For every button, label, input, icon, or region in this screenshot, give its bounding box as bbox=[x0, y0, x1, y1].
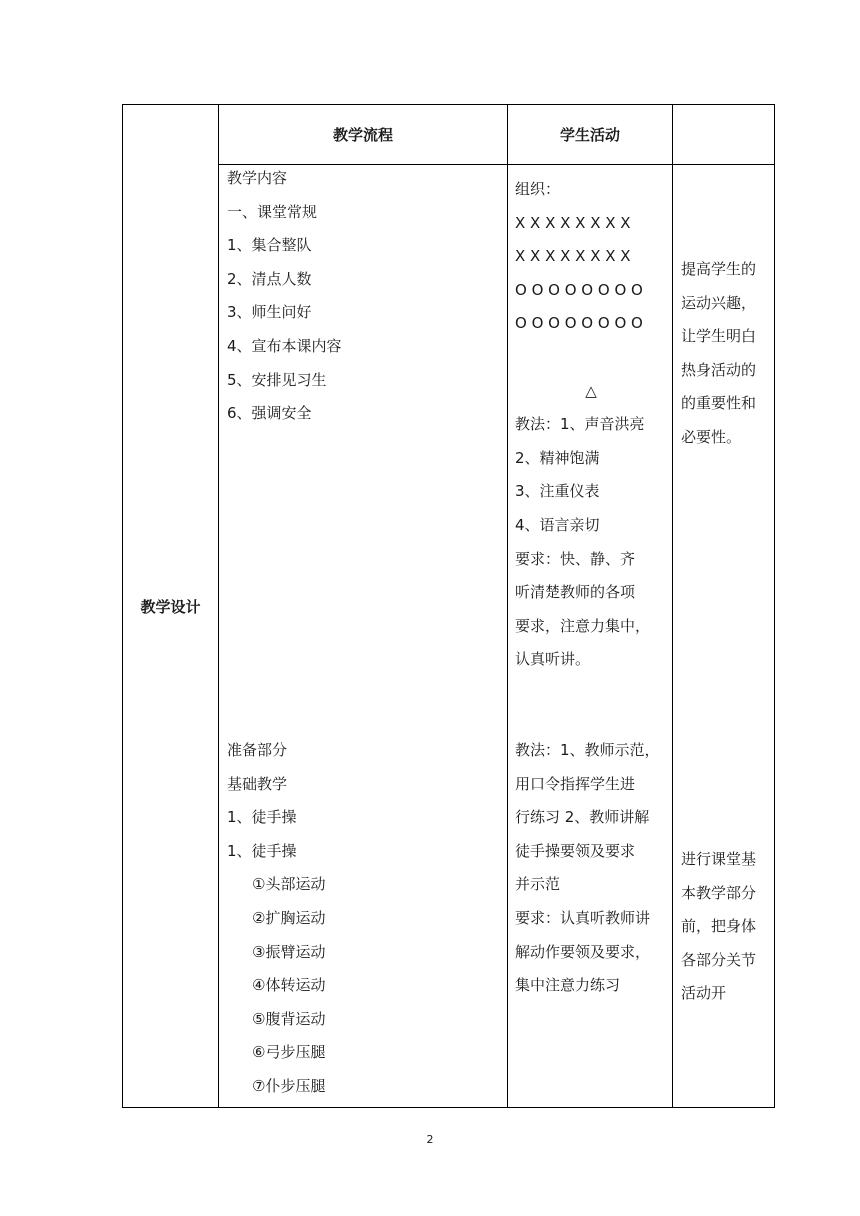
column-divider bbox=[507, 105, 508, 1107]
activity-line: 用口令指挥学生进 bbox=[515, 774, 636, 793]
activity-line: 徒手操要领及要求 bbox=[515, 841, 636, 860]
activity-line: 并示范 bbox=[515, 875, 561, 894]
process-line: 5、安排见习生 bbox=[227, 370, 327, 389]
exercise-item: ①头部运动 bbox=[252, 875, 326, 894]
activity-line: 要求：快、静、齐 bbox=[515, 549, 636, 568]
purpose-line: 的重要性和 bbox=[681, 394, 757, 413]
process-line: 1、徒手操 bbox=[227, 808, 297, 827]
header-purpose bbox=[673, 105, 775, 164]
column-divider bbox=[218, 105, 219, 1107]
purpose-line: 本教学部分 bbox=[681, 883, 757, 902]
process-line: 基础教学 bbox=[227, 774, 288, 793]
activity-line: 要求，注意力集中， bbox=[515, 616, 651, 635]
formation-row: X X X X X X X X bbox=[515, 213, 631, 232]
formation-row: O O O O O O O O bbox=[515, 314, 643, 333]
purpose-line: 必要性。 bbox=[681, 427, 742, 446]
activity-line: 4、语言亲切 bbox=[515, 515, 600, 534]
purpose-line: 前，把身体 bbox=[681, 917, 757, 936]
exercise-item: ②扩胸运动 bbox=[252, 908, 326, 927]
process-line: 3、师生问好 bbox=[227, 303, 312, 322]
header-teaching-process: 教学流程 bbox=[332, 126, 393, 144]
exercise-item: ③振臂运动 bbox=[252, 942, 326, 961]
purpose-line: 热身活动的 bbox=[681, 360, 757, 379]
activity-section-1 bbox=[515, 173, 667, 677]
activity-section-2 bbox=[515, 734, 660, 1003]
process-line: 准备部分 bbox=[227, 741, 288, 759]
activity-line: 3、注重仪表 bbox=[515, 482, 600, 501]
activity-line: 2、精神饱满 bbox=[515, 448, 600, 467]
purpose-line: 活动开 bbox=[681, 984, 727, 1003]
exercise-item: ⑤腹背运动 bbox=[252, 1009, 326, 1028]
teacher-position-icon: △ bbox=[585, 381, 597, 400]
process-section-2 bbox=[227, 734, 325, 1104]
purpose-line: 运动兴趣， bbox=[681, 293, 757, 312]
organization-label: 组织： bbox=[515, 180, 561, 198]
header-student-activity: 学生活动 bbox=[559, 126, 620, 144]
spacer bbox=[515, 341, 667, 375]
activity-line: 解动作要领及要求， bbox=[515, 942, 651, 961]
formation-row: O O O O O O O O bbox=[515, 280, 643, 299]
exercise-item: ⑥弓步压腿 bbox=[252, 1043, 326, 1062]
process-line: 1、徒手操 bbox=[227, 841, 297, 860]
activity-line: 集中注意力练习 bbox=[515, 976, 621, 995]
process-line: 4、宣布本课内容 bbox=[227, 336, 342, 355]
purpose-section-1 bbox=[681, 253, 756, 455]
row-label: 教学设计 bbox=[140, 597, 201, 616]
page-number: 2 bbox=[426, 1133, 434, 1146]
purpose-line: 进行课堂基 bbox=[681, 850, 757, 868]
formation-row: X X X X X X X X bbox=[515, 247, 631, 266]
purpose-line: 让学生明白 bbox=[681, 327, 757, 346]
lesson-table bbox=[122, 104, 775, 1108]
process-line: 教学内容 bbox=[227, 169, 288, 187]
activity-line: 行练习 2、教师讲解 bbox=[515, 808, 650, 827]
column-divider bbox=[672, 105, 673, 1107]
activity-line: 教法：1、声音洪亮 bbox=[515, 415, 645, 434]
process-line: 2、清点人数 bbox=[227, 269, 312, 288]
process-section-1 bbox=[227, 162, 342, 431]
purpose-section-2 bbox=[681, 843, 756, 1011]
purpose-line: 提高学生的 bbox=[681, 260, 757, 278]
activity-line: 要求：认真听教师讲 bbox=[515, 908, 651, 927]
activity-line: 听清楚教师的各项 bbox=[515, 583, 636, 602]
activity-line: 教法：1、教师示范， bbox=[515, 741, 660, 759]
process-line: 一、课堂常规 bbox=[227, 202, 318, 221]
exercise-item: ⑦仆步压腿 bbox=[252, 1076, 326, 1095]
activity-line: 认真听讲。 bbox=[515, 650, 591, 669]
exercise-item: ④体转运动 bbox=[252, 976, 326, 995]
process-line: 6、强调安全 bbox=[227, 404, 312, 423]
purpose-line: 各部分关节 bbox=[681, 950, 757, 969]
process-line: 1、集合整队 bbox=[227, 236, 312, 255]
